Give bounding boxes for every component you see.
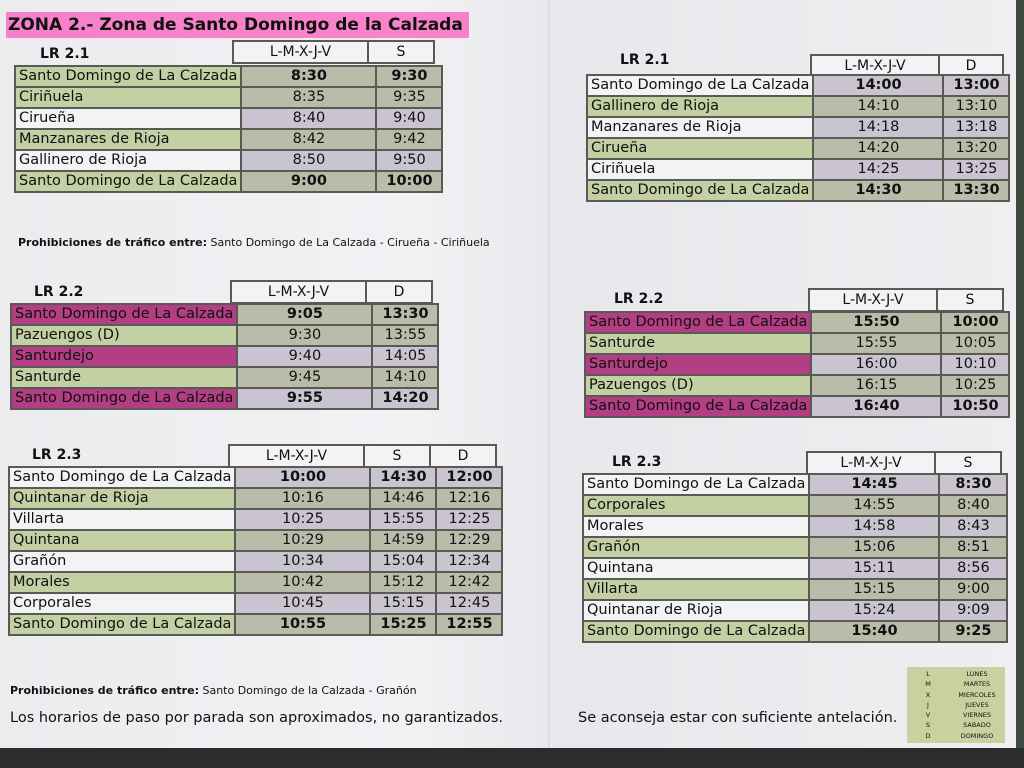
table-row bbox=[586, 313, 1008, 332]
table-row bbox=[584, 559, 1006, 578]
time-cell: 12:45 bbox=[437, 594, 501, 613]
page-title: ZONA 2.- Zona de Santo Domingo de la Calzada bbox=[6, 12, 469, 38]
table-row bbox=[16, 172, 441, 191]
stop-cell: Corporales bbox=[10, 594, 234, 613]
time-cell: 15:24 bbox=[810, 601, 938, 620]
table-row bbox=[584, 496, 1006, 515]
time-cell: 8:40 bbox=[940, 496, 1006, 515]
col-header: S bbox=[938, 290, 1002, 310]
legend-key: D bbox=[925, 731, 931, 740]
time-cell: 9:09 bbox=[940, 601, 1006, 620]
time-cell: 10:25 bbox=[236, 510, 369, 529]
footer-disclaimer: Los horarios de paso por parada son aproximados, no garantizados. bbox=[10, 710, 504, 726]
table-row bbox=[12, 326, 437, 345]
legend-row bbox=[907, 700, 1005, 710]
time-cell: 14:00 bbox=[814, 76, 942, 95]
timetable-lr22-right bbox=[584, 311, 1010, 418]
time-cell: 14:55 bbox=[810, 496, 938, 515]
time-cell: 14:20 bbox=[814, 139, 942, 158]
legend-value: SABADO bbox=[963, 721, 991, 730]
time-cell: 14:59 bbox=[371, 531, 435, 550]
table-row bbox=[586, 376, 1008, 395]
table-row bbox=[584, 580, 1006, 599]
time-cell: 10:16 bbox=[236, 489, 369, 508]
time-cell: 9:45 bbox=[238, 368, 371, 387]
legend-row bbox=[907, 731, 1005, 741]
time-cell: 13:55 bbox=[373, 326, 437, 345]
time-cell: 9:35 bbox=[377, 88, 441, 107]
time-cell: 14:10 bbox=[814, 97, 942, 116]
table-row bbox=[10, 468, 501, 487]
legend-key: M bbox=[925, 680, 931, 689]
time-cell: 10:00 bbox=[236, 468, 369, 487]
table-label-lr22-right: LR 2.2 bbox=[614, 291, 664, 307]
table-label-lr21-right: LR 2.1 bbox=[620, 52, 670, 68]
table-row bbox=[10, 573, 501, 592]
stop-cell: Pazuengos (D) bbox=[12, 326, 236, 345]
time-cell: 8:42 bbox=[242, 130, 375, 149]
time-cell: 12:29 bbox=[437, 531, 501, 550]
stop-cell: Manzanares de Rioja bbox=[588, 118, 812, 137]
table-header-lr21-left bbox=[232, 40, 435, 64]
col-header: L-M-X-J-V bbox=[232, 282, 365, 302]
table-row bbox=[12, 368, 437, 387]
stop-cell: Villarta bbox=[10, 510, 234, 529]
time-cell: 12:16 bbox=[437, 489, 501, 508]
stop-cell: Quintana bbox=[10, 531, 234, 550]
stop-cell: Cirueña bbox=[588, 139, 812, 158]
time-cell: 10:42 bbox=[236, 573, 369, 592]
stop-cell: Santurde bbox=[586, 334, 810, 353]
time-cell: 9:00 bbox=[242, 172, 375, 191]
stop-cell: Santo Domingo de La Calzada bbox=[10, 468, 234, 487]
legend-row bbox=[907, 710, 1005, 720]
table-label-lr22-left: LR 2.2 bbox=[34, 284, 84, 300]
time-cell: 9:55 bbox=[238, 389, 371, 408]
time-cell: 10:34 bbox=[236, 552, 369, 571]
time-cell: 13:25 bbox=[944, 160, 1008, 179]
day-legend bbox=[907, 667, 1005, 743]
time-cell: 16:00 bbox=[812, 355, 940, 374]
time-cell: 13:30 bbox=[944, 181, 1008, 200]
time-cell: 9:40 bbox=[238, 347, 371, 366]
timetable-lr21-right bbox=[586, 74, 1010, 202]
time-cell: 10:10 bbox=[942, 355, 1008, 374]
time-cell: 15:11 bbox=[810, 559, 938, 578]
table-row bbox=[16, 151, 441, 170]
time-cell: 10:00 bbox=[942, 313, 1008, 332]
time-cell: 15:50 bbox=[812, 313, 940, 332]
time-cell: 13:20 bbox=[944, 139, 1008, 158]
table-row bbox=[12, 389, 437, 408]
time-cell: 13:30 bbox=[373, 305, 437, 324]
legend-row bbox=[907, 669, 1005, 679]
table-row bbox=[584, 538, 1006, 557]
table-header-lr23-right bbox=[806, 451, 1002, 475]
stop-cell: Quintanar de Rioja bbox=[10, 489, 234, 508]
col-header: S bbox=[936, 453, 1000, 473]
stop-cell: Santo Domingo de La Calzada bbox=[16, 67, 240, 86]
table-row bbox=[12, 305, 437, 324]
col-header: D bbox=[367, 282, 431, 302]
table-row bbox=[10, 594, 501, 613]
table-row bbox=[584, 517, 1006, 536]
time-cell: 10:29 bbox=[236, 531, 369, 550]
stop-cell: Santurde bbox=[12, 368, 236, 387]
time-cell: 8:40 bbox=[242, 109, 375, 128]
stop-cell: Santo Domingo de La Calzada bbox=[588, 181, 812, 200]
stop-cell: Corporales bbox=[584, 496, 808, 515]
table-row bbox=[584, 475, 1006, 494]
time-cell: 12:42 bbox=[437, 573, 501, 592]
time-cell: 14:18 bbox=[814, 118, 942, 137]
stop-cell: Santo Domingo de La Calzada bbox=[584, 475, 808, 494]
legend-row bbox=[907, 690, 1005, 700]
stop-cell: Quintanar de Rioja bbox=[584, 601, 808, 620]
table-row bbox=[586, 397, 1008, 416]
time-cell: 12:00 bbox=[437, 468, 501, 487]
table-header-lr22-right bbox=[808, 288, 1004, 312]
time-cell: 8:50 bbox=[242, 151, 375, 170]
legend-key: V bbox=[925, 711, 931, 720]
time-cell: 10:55 bbox=[236, 615, 369, 634]
time-cell: 16:40 bbox=[812, 397, 940, 416]
legend-value: JUEVES bbox=[965, 700, 989, 709]
traffic-note-2 bbox=[10, 684, 417, 697]
time-cell: 8:30 bbox=[940, 475, 1006, 494]
time-cell: 9:25 bbox=[940, 622, 1006, 641]
table-row bbox=[588, 160, 1008, 179]
time-cell: 9:42 bbox=[377, 130, 441, 149]
stop-cell: Morales bbox=[10, 573, 234, 592]
stop-cell: Ciriñuela bbox=[16, 88, 240, 107]
col-header: D bbox=[431, 446, 495, 466]
legend-value: LUNES bbox=[966, 670, 988, 678]
stop-cell: Grañón bbox=[10, 552, 234, 571]
stop-cell: Morales bbox=[584, 517, 808, 536]
time-cell: 9:50 bbox=[377, 151, 441, 170]
time-cell: 10:00 bbox=[377, 172, 441, 191]
time-cell: 15:55 bbox=[371, 510, 435, 529]
legend-key: S bbox=[925, 721, 931, 730]
time-cell: 8:56 bbox=[940, 559, 1006, 578]
background-edge bbox=[0, 748, 1024, 768]
note-text: Santo Domingo de la Calzada - Grañón bbox=[198, 684, 417, 697]
stop-cell: Ciriñuela bbox=[588, 160, 812, 179]
time-cell: 14:20 bbox=[373, 389, 437, 408]
stop-cell: Santo Domingo de La Calzada bbox=[12, 389, 236, 408]
stop-cell: Villarta bbox=[584, 580, 808, 599]
legend-key: J bbox=[927, 700, 929, 709]
col-header: L-M-X-J-V bbox=[810, 290, 936, 310]
time-cell: 9:00 bbox=[940, 580, 1006, 599]
table-row bbox=[10, 531, 501, 550]
stop-cell: Gallinero de Rioja bbox=[588, 97, 812, 116]
time-cell: 13:00 bbox=[944, 76, 1008, 95]
background-edge bbox=[1016, 0, 1024, 768]
legend-value: DOMINGO bbox=[960, 731, 994, 740]
time-cell: 14:30 bbox=[814, 181, 942, 200]
time-cell: 10:45 bbox=[236, 594, 369, 613]
table-row bbox=[16, 109, 441, 128]
time-cell: 10:50 bbox=[942, 397, 1008, 416]
col-header: L-M-X-J-V bbox=[230, 446, 363, 466]
col-header: L-M-X-J-V bbox=[808, 453, 934, 473]
stop-cell: Gallinero de Rioja bbox=[16, 151, 240, 170]
footer-advice: Se aconseja estar con suficiente antelación. bbox=[578, 710, 898, 726]
note-label: Prohibiciones de tráfico entre: bbox=[10, 684, 199, 697]
stop-cell: Santo Domingo de La Calzada bbox=[16, 172, 240, 191]
legend-value: MARTES bbox=[963, 680, 991, 689]
stop-cell: Santurdejo bbox=[586, 355, 810, 374]
table-row bbox=[16, 88, 441, 107]
time-cell: 15:12 bbox=[371, 573, 435, 592]
note-text: Santo Domingo de La Calzada - Cirueña - Ciriñuela bbox=[206, 236, 490, 249]
time-cell: 10:25 bbox=[942, 376, 1008, 395]
stop-cell: Quintana bbox=[584, 559, 808, 578]
note-label: Prohibiciones de tráfico entre: bbox=[18, 236, 207, 249]
col-header: D bbox=[940, 56, 1002, 76]
time-cell: 14:46 bbox=[371, 489, 435, 508]
table-row bbox=[584, 622, 1006, 641]
col-header: S bbox=[369, 42, 433, 62]
table-label-lr23-right: LR 2.3 bbox=[612, 454, 662, 470]
table-row bbox=[588, 139, 1008, 158]
table-header-lr23-left bbox=[228, 444, 497, 468]
stop-cell: Cirueña bbox=[16, 109, 240, 128]
stop-cell: Santo Domingo de La Calzada bbox=[584, 622, 808, 641]
timetable-lr22-left bbox=[10, 303, 439, 410]
time-cell: 15:15 bbox=[810, 580, 938, 599]
time-cell: 15:40 bbox=[810, 622, 938, 641]
time-cell: 12:34 bbox=[437, 552, 501, 571]
stop-cell: Grañón bbox=[584, 538, 808, 557]
table-row bbox=[10, 552, 501, 571]
time-cell: 13:18 bbox=[944, 118, 1008, 137]
legend-row bbox=[907, 679, 1005, 689]
table-row bbox=[586, 334, 1008, 353]
table-row bbox=[584, 601, 1006, 620]
legend-key: L bbox=[926, 670, 930, 678]
table-row bbox=[10, 489, 501, 508]
table-row bbox=[16, 130, 441, 149]
time-cell: 14:10 bbox=[373, 368, 437, 387]
time-cell: 15:04 bbox=[371, 552, 435, 571]
timetable-lr23-left bbox=[8, 466, 503, 636]
col-header: L-M-X-J-V bbox=[234, 42, 367, 62]
table-row bbox=[588, 97, 1008, 116]
stop-cell: Santo Domingo de La Calzada bbox=[10, 615, 234, 634]
legend-row bbox=[907, 720, 1005, 730]
stop-cell: Santo Domingo de La Calzada bbox=[586, 397, 810, 416]
table-row bbox=[586, 355, 1008, 374]
time-cell: 9:05 bbox=[238, 305, 371, 324]
time-cell: 10:05 bbox=[942, 334, 1008, 353]
time-cell: 15:25 bbox=[371, 615, 435, 634]
table-header-lr22-left bbox=[230, 280, 433, 304]
time-cell: 15:15 bbox=[371, 594, 435, 613]
traffic-note-1 bbox=[18, 236, 490, 249]
timetable-lr23-right bbox=[582, 473, 1008, 643]
stop-cell: Santo Domingo de La Calzada bbox=[12, 305, 236, 324]
table-row bbox=[10, 510, 501, 529]
table-label-lr21-left: LR 2.1 bbox=[40, 46, 90, 62]
time-cell: 8:43 bbox=[940, 517, 1006, 536]
time-cell: 9:40 bbox=[377, 109, 441, 128]
table-row bbox=[588, 181, 1008, 200]
table-label-lr23-left: LR 2.3 bbox=[32, 447, 82, 463]
time-cell: 14:58 bbox=[810, 517, 938, 536]
legend-value: MIERCOLES bbox=[958, 690, 996, 699]
time-cell: 13:10 bbox=[944, 97, 1008, 116]
legend-value: VIERNES bbox=[962, 711, 992, 720]
time-cell: 14:30 bbox=[371, 468, 435, 487]
stop-cell: Pazuengos (D) bbox=[586, 376, 810, 395]
table-row bbox=[588, 76, 1008, 95]
page-fold bbox=[548, 0, 550, 768]
table-row bbox=[10, 615, 501, 634]
col-header: S bbox=[365, 446, 429, 466]
time-cell: 16:15 bbox=[812, 376, 940, 395]
table-row bbox=[16, 67, 441, 86]
table-row bbox=[12, 347, 437, 366]
time-cell: 12:25 bbox=[437, 510, 501, 529]
legend-key: X bbox=[925, 690, 931, 699]
time-cell: 8:30 bbox=[242, 67, 375, 86]
time-cell: 9:30 bbox=[377, 67, 441, 86]
time-cell: 15:06 bbox=[810, 538, 938, 557]
time-cell: 14:05 bbox=[373, 347, 437, 366]
time-cell: 14:45 bbox=[810, 475, 938, 494]
time-cell: 15:55 bbox=[812, 334, 940, 353]
timetable-lr21-left bbox=[14, 65, 443, 193]
time-cell: 8:51 bbox=[940, 538, 1006, 557]
stop-cell: Santo Domingo de La Calzada bbox=[588, 76, 812, 95]
time-cell: 14:25 bbox=[814, 160, 942, 179]
time-cell: 12:55 bbox=[437, 615, 501, 634]
stop-cell: Santo Domingo de La Calzada bbox=[586, 313, 810, 332]
stop-cell: Manzanares de Rioja bbox=[16, 130, 240, 149]
time-cell: 8:35 bbox=[242, 88, 375, 107]
col-header: L-M-X-J-V bbox=[812, 56, 938, 76]
stop-cell: Santurdejo bbox=[12, 347, 236, 366]
table-row bbox=[588, 118, 1008, 137]
time-cell: 9:30 bbox=[238, 326, 371, 345]
